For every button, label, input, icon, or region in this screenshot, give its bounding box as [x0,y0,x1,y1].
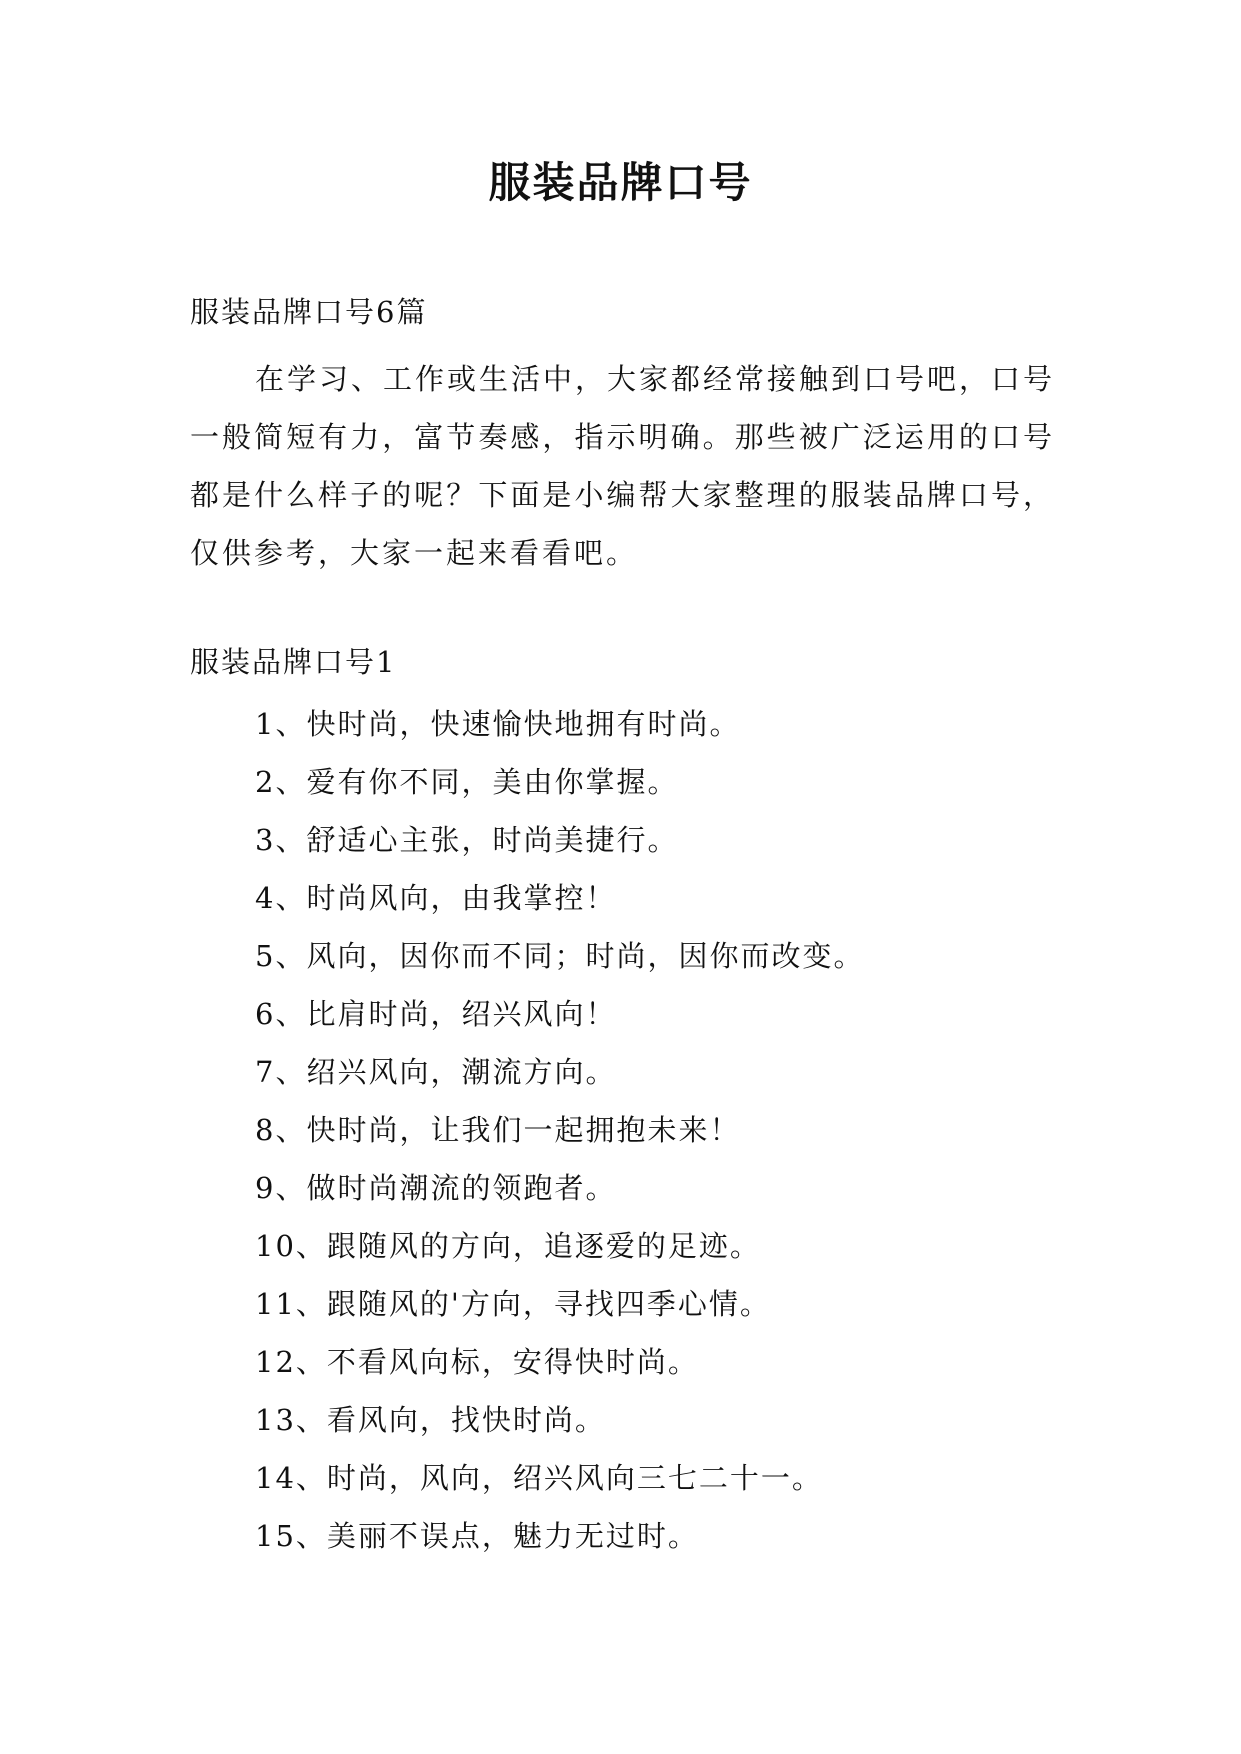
list-item: 12、不看风向标，安得快时尚。 [255,1345,699,1379]
list-item: 6、比肩时尚，绍兴风向！ [255,997,617,1031]
intro-paragraph: 在学习、工作或生活中，大家都经常接触到口号吧，口号一般简短有力，富节奏感，指示明确。那些被广泛运用的口号都是什么样子的呢？下面是小编帮大家整理的服装品牌口号，仅供参考，大家一起来看看吧。 [190,362,1056,570]
document-subtitle: 服装品牌口号6篇 [190,295,428,329]
list-item: 2、爱有你不同，美由你掌握。 [255,765,679,799]
list-item: 1、快时尚，快速愉快地拥有时尚。 [255,707,741,741]
list-item: 13、看风向，找快时尚。 [255,1403,606,1437]
list-item: 5、风向，因你而不同；时尚，因你而改变。 [255,939,865,973]
section-heading: 服装品牌口号1 [190,645,397,679]
list-item: 8、快时尚，让我们一起拥抱未来！ [255,1113,741,1147]
list-item: 14、时尚，风向，绍兴风向三七二十一。 [255,1461,823,1495]
list-item: 3、舒适心主张，时尚美捷行。 [255,823,679,857]
list-item: 15、美丽不误点，魅力无过时。 [255,1519,699,1553]
list-item: 10、跟随风的方向，追逐爱的足迹。 [255,1229,761,1263]
slogan-list [255,695,864,1565]
list-item: 9、做时尚潮流的领跑者。 [255,1171,617,1205]
list-item: 7、绍兴风向，潮流方向。 [255,1055,617,1089]
list-item: 4、时尚风向，由我掌控！ [255,881,617,915]
list-item: 11、跟随风的'方向，寻找四季心情。 [255,1287,771,1321]
document-title: 服装品牌口号 [488,158,753,207]
